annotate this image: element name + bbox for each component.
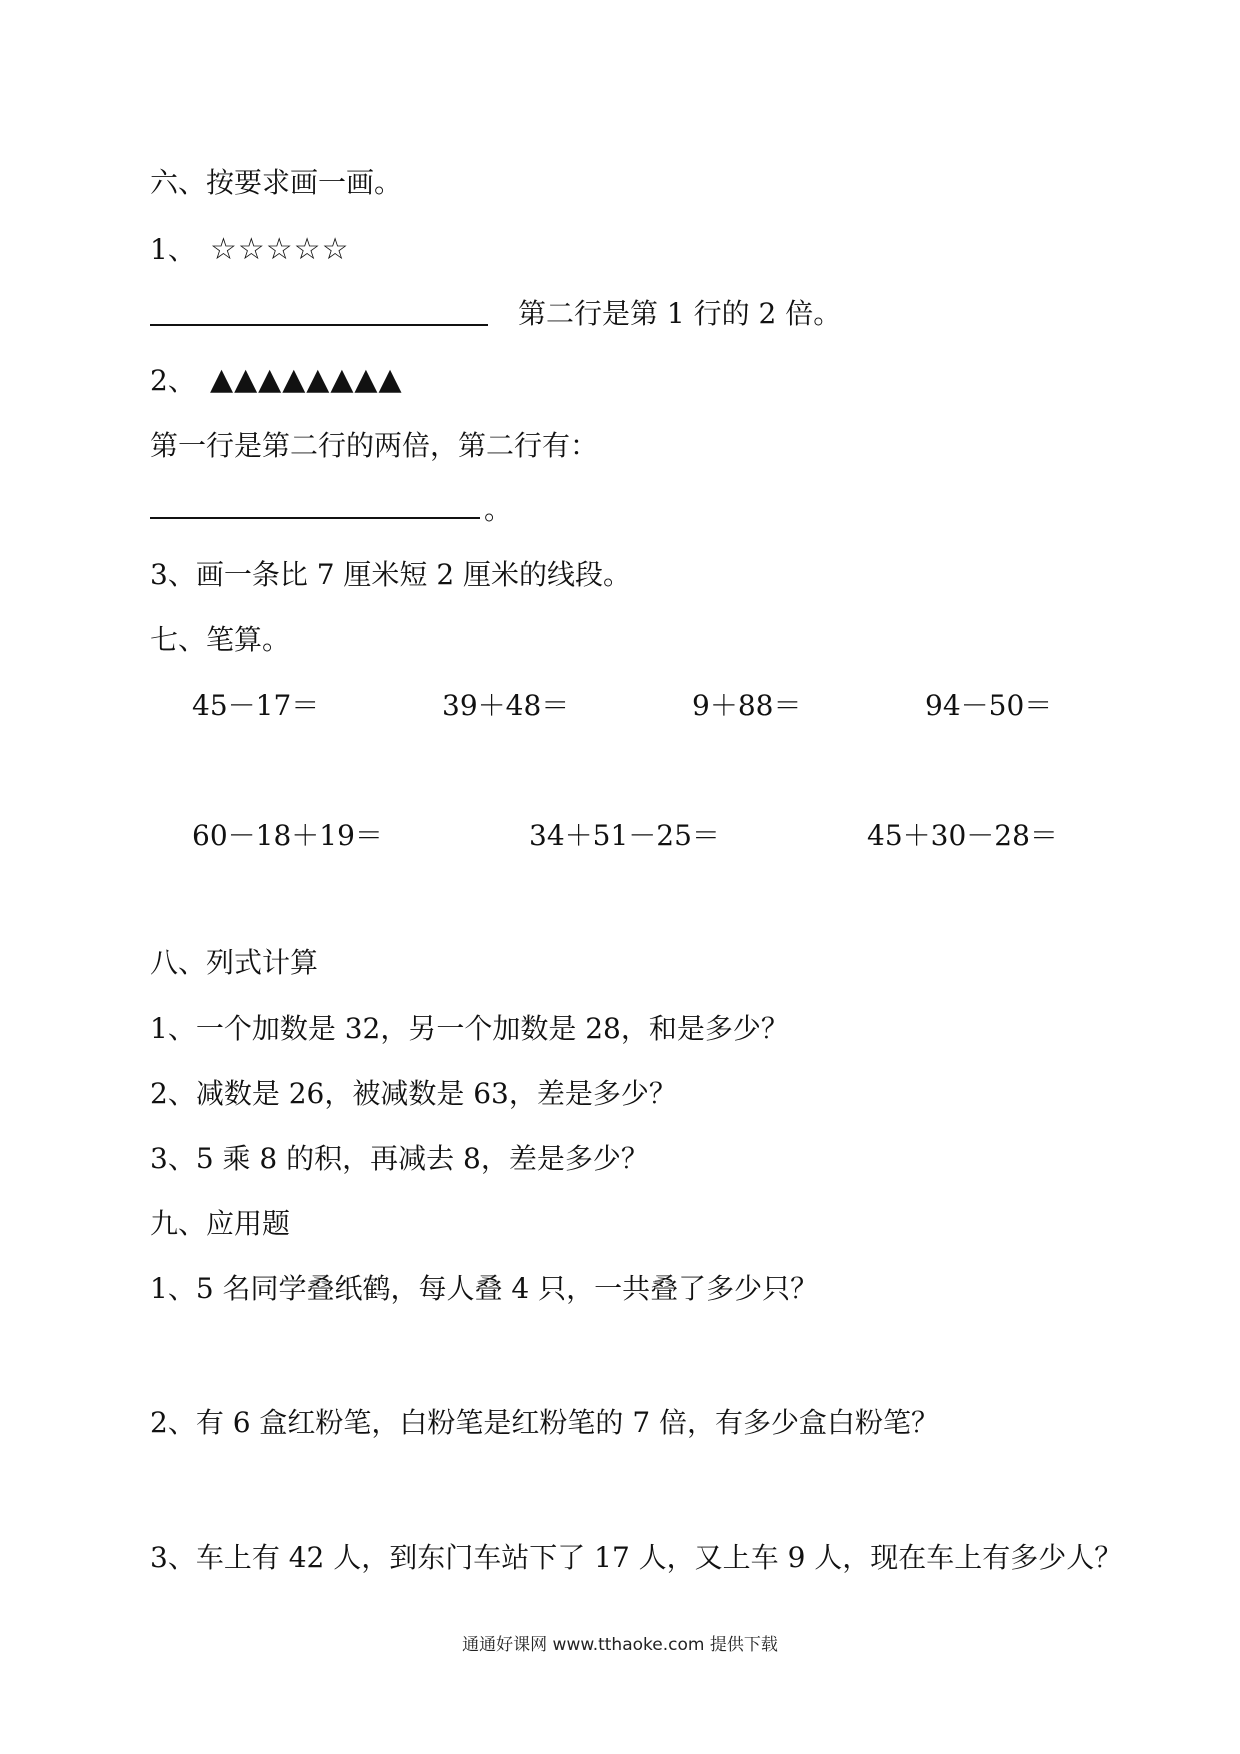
answer-blank-line[interactable] bbox=[150, 517, 480, 519]
calc-item: 60－18＋19＝ bbox=[192, 819, 383, 852]
footer-source: 通通好课网 www.tthaoke.com 提供下载 bbox=[462, 1635, 778, 1655]
section-6-q1-number: 1、 bbox=[150, 233, 196, 266]
section-6-heading: 六、按要求画一画。 bbox=[150, 166, 403, 199]
section-6-q3: 3、画一条比 7 厘米短 2 厘米的线段。 bbox=[150, 558, 632, 591]
section-9-item: 2、有 6 盒红粉笔，白粉笔是红粉笔的 7 倍，有多少盒白粉笔？ bbox=[150, 1406, 940, 1439]
calc-item: 34＋51－25＝ bbox=[529, 819, 720, 852]
section-8-item: 2、减数是 26，被减数是 63，差是多少？ bbox=[150, 1077, 677, 1110]
section-8-item: 1、一个加数是 32，另一个加数是 28，和是多少？ bbox=[150, 1012, 789, 1045]
calc-item: 45＋30－28＝ bbox=[867, 819, 1058, 852]
section-6-q2-number: 2、 bbox=[150, 364, 196, 397]
section-6-q1-text: 第二行是第 1 行的 2 倍。 bbox=[518, 297, 842, 330]
section-8-heading: 八、列式计算 bbox=[150, 946, 319, 979]
section-6-q2-text: 第一行是第二行的两倍，第二行有： bbox=[150, 429, 599, 462]
star-shapes: ☆☆☆☆☆ bbox=[210, 232, 350, 267]
calc-item: 94－50＝ bbox=[925, 689, 1053, 722]
calc-item: 9＋88＝ bbox=[692, 689, 802, 722]
section-7-heading: 七、笔算。 bbox=[150, 623, 291, 656]
section-8-item: 3、5 乘 8 的积，再减去 8，差是多少？ bbox=[150, 1142, 649, 1175]
triangle-shapes: ▲▲▲▲▲▲▲▲ bbox=[210, 362, 403, 397]
answer-blank-line[interactable] bbox=[150, 324, 488, 326]
section-9-heading: 九、应用题 bbox=[150, 1207, 291, 1240]
section-9-item: 3、车上有 42 人，到东门车站下了 17 人，又上车 9 人，现在车上有多少人？ bbox=[150, 1541, 1123, 1574]
section-9-item: 1、5 名同学叠纸鹤，每人叠 4 只，一共叠了多少只？ bbox=[150, 1272, 819, 1305]
calc-item: 39＋48＝ bbox=[442, 689, 570, 722]
section-6-q2-period: 。 bbox=[484, 493, 513, 526]
calc-item: 45－17＝ bbox=[192, 689, 320, 722]
